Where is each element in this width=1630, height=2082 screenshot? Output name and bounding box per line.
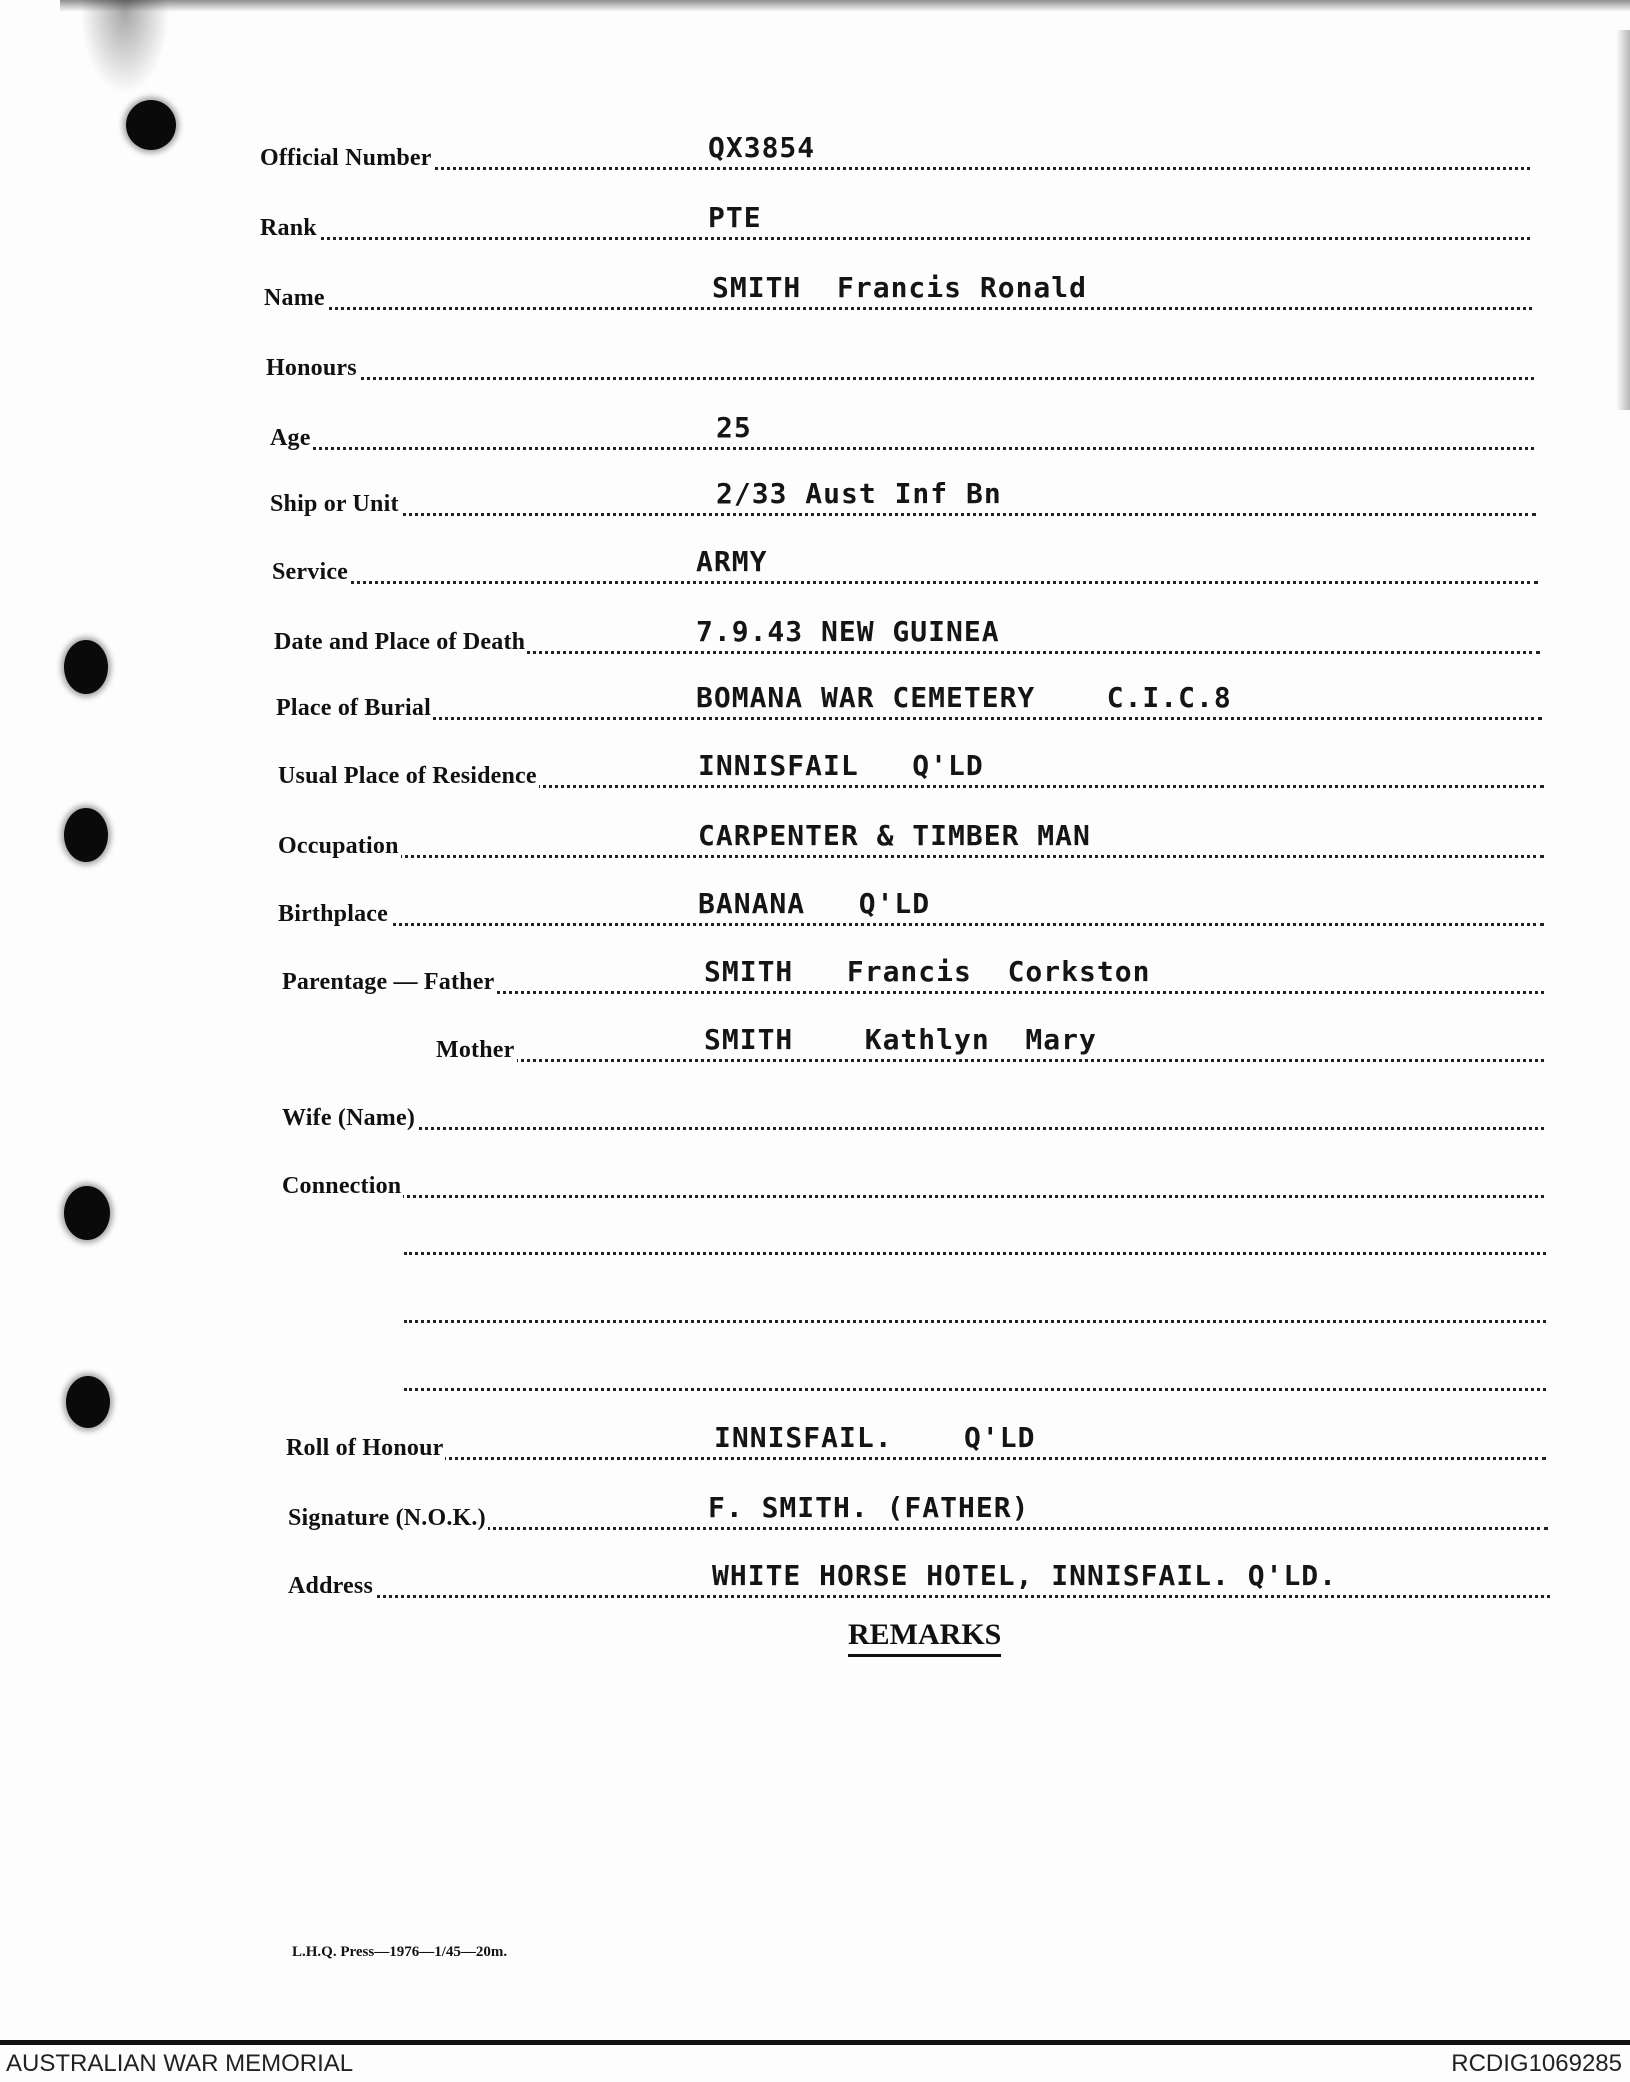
scan-top-edge — [60, 0, 1630, 12]
father-value: SMITH Francis Corkston — [704, 955, 1151, 988]
address-row — [288, 1559, 1550, 1606]
fill-line — [278, 923, 1544, 926]
fill-line — [278, 855, 1544, 858]
service-label: Service — [272, 559, 349, 585]
rank-row — [260, 201, 1530, 248]
fill-line — [282, 1127, 1544, 1130]
age-row — [270, 411, 1534, 458]
occupation-label: Occupation — [278, 833, 399, 859]
honours-label: Honours — [266, 355, 357, 381]
official-number-row — [260, 131, 1530, 178]
age-label: Age — [270, 425, 311, 451]
fill-line — [266, 377, 1534, 380]
wife-row — [282, 1098, 1544, 1138]
death-value: 7.9.43 NEW GUINEA — [696, 615, 1000, 648]
punch-hole-icon — [64, 808, 108, 862]
father-label: Parentage — Father — [282, 969, 495, 995]
fill-line — [260, 167, 1530, 170]
mother-row — [436, 1023, 1544, 1070]
burial-row — [276, 681, 1542, 728]
service-value: ARMY — [696, 545, 768, 578]
age-value: 25 — [716, 411, 752, 444]
death-label: Date and Place of Death — [274, 629, 526, 655]
mother-value: SMITH Kathlyn Mary — [704, 1023, 1097, 1056]
birthplace-label: Birthplace — [278, 901, 388, 927]
service-row — [272, 545, 1538, 592]
signature-label: Signature (N.O.K.) — [288, 1505, 486, 1531]
death-row — [274, 615, 1540, 662]
scan-smudge — [80, 0, 170, 95]
remarks-heading: REMARKS — [848, 1618, 1001, 1657]
birthplace-row — [278, 887, 1544, 934]
burial-label: Place of Burial — [276, 695, 431, 721]
address-label: Address — [288, 1573, 373, 1599]
roll-of-honour-label: Roll of Honour — [286, 1435, 444, 1461]
residence-label: Usual Place of Residence — [278, 763, 537, 789]
signature-value: F. SMITH. (FATHER) — [708, 1491, 1030, 1524]
honours-row — [266, 348, 1534, 388]
fill-line — [276, 717, 1542, 720]
scan-edge-shadow — [1616, 30, 1630, 410]
footer-institution: AUSTRALIAN WAR MEMORIAL — [6, 2050, 354, 2077]
residence-value: INNISFAIL Q'LD — [698, 749, 984, 782]
punch-hole-icon — [64, 640, 108, 694]
footer-record-id: RCDIG1069285 — [1451, 2050, 1622, 2077]
fill-line — [436, 1059, 1544, 1062]
official-number-value: QX3854 — [708, 131, 816, 164]
signature-row — [288, 1491, 1548, 1538]
fill-line — [270, 447, 1534, 450]
fill-line — [272, 581, 1538, 584]
name-row — [264, 271, 1532, 318]
blank-line — [404, 1252, 1546, 1255]
fill-line — [288, 1595, 1550, 1598]
address-value: WHITE HORSE HOTEL, INNISFAIL. Q'LD. — [712, 1559, 1338, 1592]
fill-line — [282, 1195, 1544, 1198]
fill-line — [260, 237, 1530, 240]
blank-line — [404, 1320, 1546, 1323]
ship-unit-label: Ship or Unit — [270, 491, 399, 517]
occupation-row — [278, 819, 1544, 866]
burial-value: BOMANA WAR CEMETERY C.I.C.8 — [696, 681, 1232, 714]
blank-line — [404, 1388, 1546, 1391]
rank-label: Rank — [260, 215, 317, 241]
roll-of-honour-row — [286, 1421, 1546, 1468]
ship-unit-row — [270, 477, 1536, 524]
fill-line — [264, 307, 1532, 310]
mother-label: Mother — [436, 1037, 515, 1063]
name-value: SMITH Francis Ronald — [712, 271, 1088, 304]
residence-row — [278, 749, 1544, 796]
birthplace-value: BANANA Q'LD — [698, 887, 931, 920]
father-row — [282, 955, 1544, 1002]
punch-hole-icon — [66, 1376, 110, 1428]
footer-rule — [0, 2040, 1630, 2045]
occupation-value: CARPENTER & TIMBER MAN — [698, 819, 1091, 852]
punch-hole-icon — [126, 100, 176, 150]
name-label: Name — [264, 285, 325, 311]
punch-hole-icon — [64, 1186, 110, 1240]
ship-unit-value: 2/33 Aust Inf Bn — [716, 477, 1002, 510]
fill-line — [270, 513, 1536, 516]
rank-value: PTE — [708, 201, 762, 234]
print-code: L.H.Q. Press—1976—1/45—20m. — [292, 1944, 508, 1960]
roll-of-honour-value: INNISFAIL. Q'LD — [714, 1421, 1036, 1454]
fill-line — [286, 1457, 1546, 1460]
wife-label: Wife (Name) — [282, 1105, 416, 1131]
connection-label: Connection — [282, 1173, 402, 1199]
official-number-label: Official Number — [260, 145, 432, 171]
connection-row — [282, 1166, 1544, 1206]
